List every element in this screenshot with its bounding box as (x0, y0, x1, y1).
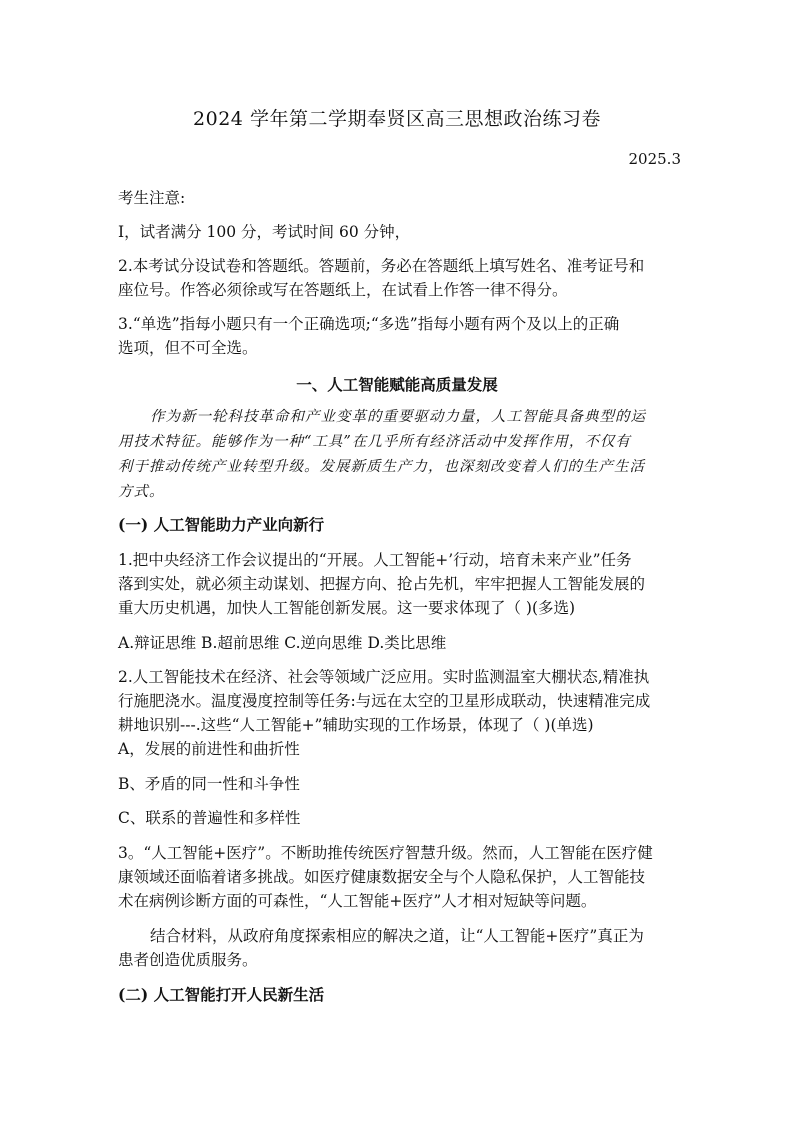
notice-line: I，试者满分 100 分，考试时间 60 分钟， (118, 223, 411, 241)
question-2-option: A，发展的前进性和曲折性 (118, 740, 300, 758)
subsection-title: (二) 人工智能打开人民新生活 (118, 985, 325, 1004)
subsection-title: (一) 人工智能助力产业向新行 (118, 515, 325, 534)
intro-line: 作为新一轮科技革命和产业变革的重要驱动力量，人工智能具备典型的运 (150, 409, 646, 425)
question-2-option: C、联系的普遍性和多样性 (118, 809, 301, 827)
notice-line: 3.“单选”指每小题只有一个正确选项;“多选”指每小题有两个及以上的正确 (118, 315, 620, 333)
question-3-line: 康领域还面临着诸多挑战。如医疗健康数据安全与个人隐私保护，人工智能技 (118, 868, 646, 886)
intro-line: 用技术特征。能够作为一种“工具”在几乎所有经济活动中发挥作用，不仅有 (118, 434, 631, 450)
intro-line: 方式。 (118, 484, 165, 500)
question-1-options: A.辩证思维 B.超前思维 C.逆向思维 D.类比思维 (118, 634, 447, 652)
question-3-task: 患者创造优质服务。 (118, 951, 258, 969)
question-2-line: 耕地识别---.这些“人工智能+”辅助实现的工作场景，体现了（ )(单选) (118, 716, 594, 734)
question-2-option: B、矛盾的同一性和斗争性 (118, 775, 300, 793)
question-3-task: 结合材料，从政府角度探索相应的解决之道，让“人工智能+医疗”真正为 (150, 927, 644, 945)
question-1-line: 1.把中央经济工作会议提出的“开展。人工智能+’行动，培育未来产业”任务 (118, 551, 632, 569)
intro-line: 利于推动传统产业转型升级。发展新质生产力，也深刻改变着人们的生产生活 (118, 459, 645, 475)
notice-line: 座位号。作答必须徐或写在答题纸上，在试看上作答一律不得分。 (118, 281, 568, 299)
question-1-line: 落到实处，就必须主动谋划、把握方向、抢占先机，牢牢把握人工智能发展的 (118, 575, 646, 593)
page-title: 2024 学年第二学期奉贤区高三思想政治练习卷 (193, 108, 601, 130)
question-1-line: 重大历史机遇，加快人工智能创新发展。这一要求体现了（ )(多选) (118, 599, 576, 617)
exam-date: 2025.3 (628, 150, 681, 168)
notice-line: 2.本考试分设试卷和答题纸。答题前，务必在答题纸上填写姓名、准考证号和 (118, 257, 645, 275)
notice-line: 选项，但不可全选。 (118, 339, 258, 357)
notice-heading: 考生注意: (118, 189, 186, 207)
question-3-line: 术在病例诊断方面的可森性，“人工智能+医疗”人才相对短缺等问题。 (118, 892, 597, 910)
section-title: 一、人工智能赋能高质量发展 (296, 375, 498, 394)
question-2-line: 行施肥浇水。温度漫度控制等任务:与远在太空的卫星形成联动，快速精准完成 (118, 692, 651, 710)
question-3-line: 3。“人工智能+医疗”。不断助推传统医疗智慧升级。然而，人工智能在医疗健 (118, 844, 653, 862)
question-2-line: 2.人工智能技术在经济、社会等领域广泛应用。实时监测温室大棚状态,精准执 (118, 668, 650, 686)
